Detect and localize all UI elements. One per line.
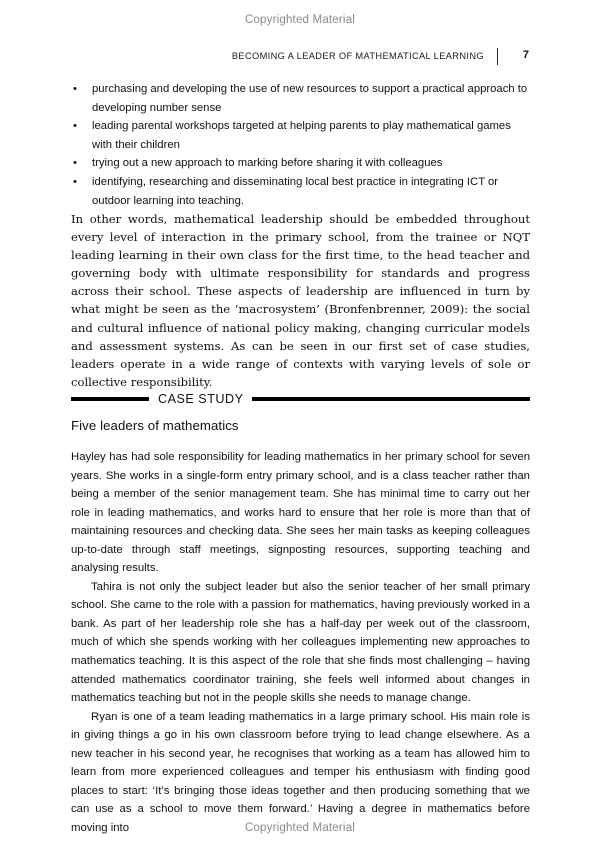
case-study-paragraph: Ryan is one of a team leading mathematics in a large primary school. His main role is in giving things a go in his own classroom before trying to lead change elsewhere. As a new teacher in his second year, he recognises that working as a team has allowed him to learn from more experienced colleagues and temper his enthusiasm with finding good places to start: ‘It’s bringing those ideas together and then producing something that we can use as a school to move them forward.’ Having a degree in mathematics before moving into [71, 710, 530, 834]
list-item-text: identifying, researching and disseminating local best practice in integrating ICT or outdoor learning into teaching. [92, 175, 499, 207]
list-item-text: leading parental workshops targeted at helping parents to play mathematical games with their children [92, 120, 511, 151]
list-item [71, 154, 529, 173]
bullet-icon: • [73, 83, 77, 95]
list-item [71, 117, 529, 154]
case-study-paragraph: Hayley has had sole responsibility for leading mathematics in her primary school for seven years. She works in a single-form entry primary school, and is a class teacher rather than being a member of the senior management team. She has minimal time to carry out her role in leading mathematics, and works hard to ensure that her role is more than that of maintaining resources and checking data. She sees her main tasks as keeping colleagues up-to-date through staff meetings, signposting resources, supporting teaching and analysing results. [71, 451, 530, 575]
list-item [71, 173, 529, 210]
list-item-text: purchasing and developing the use of new resources to support a practical approach to developing number sense [92, 83, 528, 114]
bullet-icon: • [73, 157, 77, 170]
bullet-list [71, 80, 529, 210]
list-item [71, 80, 529, 117]
case-study-rule-left [71, 397, 149, 401]
bullet-icon: • [73, 120, 77, 133]
case-study-rule-right [252, 397, 530, 401]
case-study-subheading: Five leaders of mathematics [71, 418, 239, 433]
running-head-divider [497, 48, 498, 65]
case-study-label: CASE STUDY [158, 392, 244, 406]
copyright-watermark-top: Copyrighted Material [244, 14, 356, 26]
intro-paragraph: In other words, mathematical leadership should be embedded throughout every level of interaction in the primary school, from the trainee or NQT leading learning in their own class for the first time, to the head teacher and governing body with ultimate responsibility for standards and progress across their school. These aspects of leadership are influenced in turn by what might be seen as the ‘macrosystem’ (Bronfenbrenner, 2009): the social and cultural influence of national policy making, changing curricular models and assessment systems. As can be seen in our first set of case studies, leaders operate in a wide range of contexts with varying levels of sole or collective responsibility. [71, 212, 530, 389]
running-head-title: BECOMING A LEADER OF MATHEMATICAL LEARNING [231, 51, 484, 61]
case-study-header [71, 389, 530, 409]
case-study-paragraph: Tahira is not only the subject leader but also the senior teacher of her small primary school. She came to the role with a passion for mathematics, having previously worked in a bank. As part of her leadership role she has a half-day per week out of the classroom, much of which she spends working with her colleagues implementing new approaches to mathematics teaching. It is this aspect of the role that she finds most challenging – having attended mathematics coordinator training, she feels well informed about changes in mathematics teaching but not in the people skills she needs to manage change. [71, 580, 530, 705]
case-study-body [71, 448, 530, 837]
copyright-watermark-bottom: Copyrighted Material [244, 822, 356, 834]
page-number: 7 [522, 49, 529, 61]
bullet-icon: • [73, 175, 77, 188]
running-head [71, 49, 529, 67]
list-item-text: trying out a new approach to marking before sharing it with colleagues [92, 157, 443, 170]
